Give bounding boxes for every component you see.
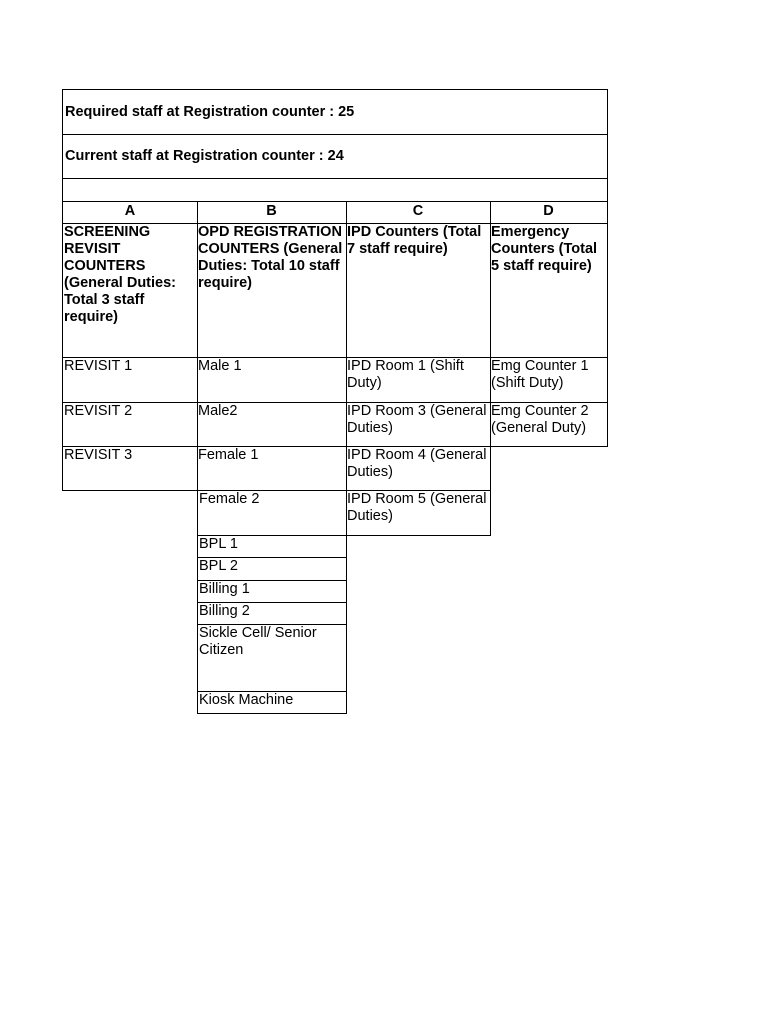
opd-counter-cell: Male2 — [197, 402, 347, 447]
ipd-counter-cell: IPD Room 3 (General Duties) — [346, 402, 491, 447]
column-title-opd: OPD REGISTRATION COUNTERS (General Duties: Total 10 staff require) — [197, 223, 347, 358]
column-letter-d: D — [490, 201, 608, 224]
opd-counter-cell: BPL 2 — [197, 557, 347, 581]
opd-counter-cell: Billing 2 — [197, 602, 347, 625]
emergency-counter-cell: Emg Counter 2 (General Duty) — [490, 402, 608, 447]
opd-counter-cell: Kiosk Machine — [197, 691, 347, 714]
revisit-cell: REVISIT 1 — [62, 357, 198, 403]
current-staff-row: Current staff at Registration counter : 24 — [62, 134, 608, 179]
ipd-counter-cell: IPD Room 4 (General Duties) — [346, 446, 491, 491]
empty-row — [62, 178, 608, 202]
opd-counter-cell: Female 1 — [197, 446, 347, 491]
ipd-counter-cell: IPD Room 1 (Shift Duty) — [346, 357, 491, 403]
emergency-counter-cell: Emg Counter 1 (Shift Duty) — [490, 357, 608, 403]
column-letter-c: C — [346, 201, 491, 224]
column-title-screening: SCREENING REVISIT COUNTERS (General Duties: Total 3 staff require) — [62, 223, 198, 358]
column-title-ipd: IPD Counters (Total 7 staff require) — [346, 223, 491, 358]
ipd-counter-cell: IPD Room 5 (General Duties) — [346, 490, 491, 536]
opd-counter-cell: Sickle Cell/ Senior Citizen — [197, 624, 347, 692]
revisit-cell: REVISIT 3 — [62, 446, 198, 491]
opd-counter-cell: Billing 1 — [197, 580, 347, 603]
opd-counter-cell: Male 1 — [197, 357, 347, 403]
required-staff-row: Required staff at Registration counter : 25 — [62, 89, 608, 135]
revisit-cell: REVISIT 2 — [62, 402, 198, 447]
column-letter-b: B — [197, 201, 347, 224]
column-title-emergency: Emergency Counters (Total 5 staff require) — [490, 223, 608, 358]
opd-counter-cell: Female 2 — [197, 490, 347, 536]
opd-counter-cell: BPL 1 — [197, 535, 347, 558]
column-letter-a: A — [62, 201, 198, 224]
